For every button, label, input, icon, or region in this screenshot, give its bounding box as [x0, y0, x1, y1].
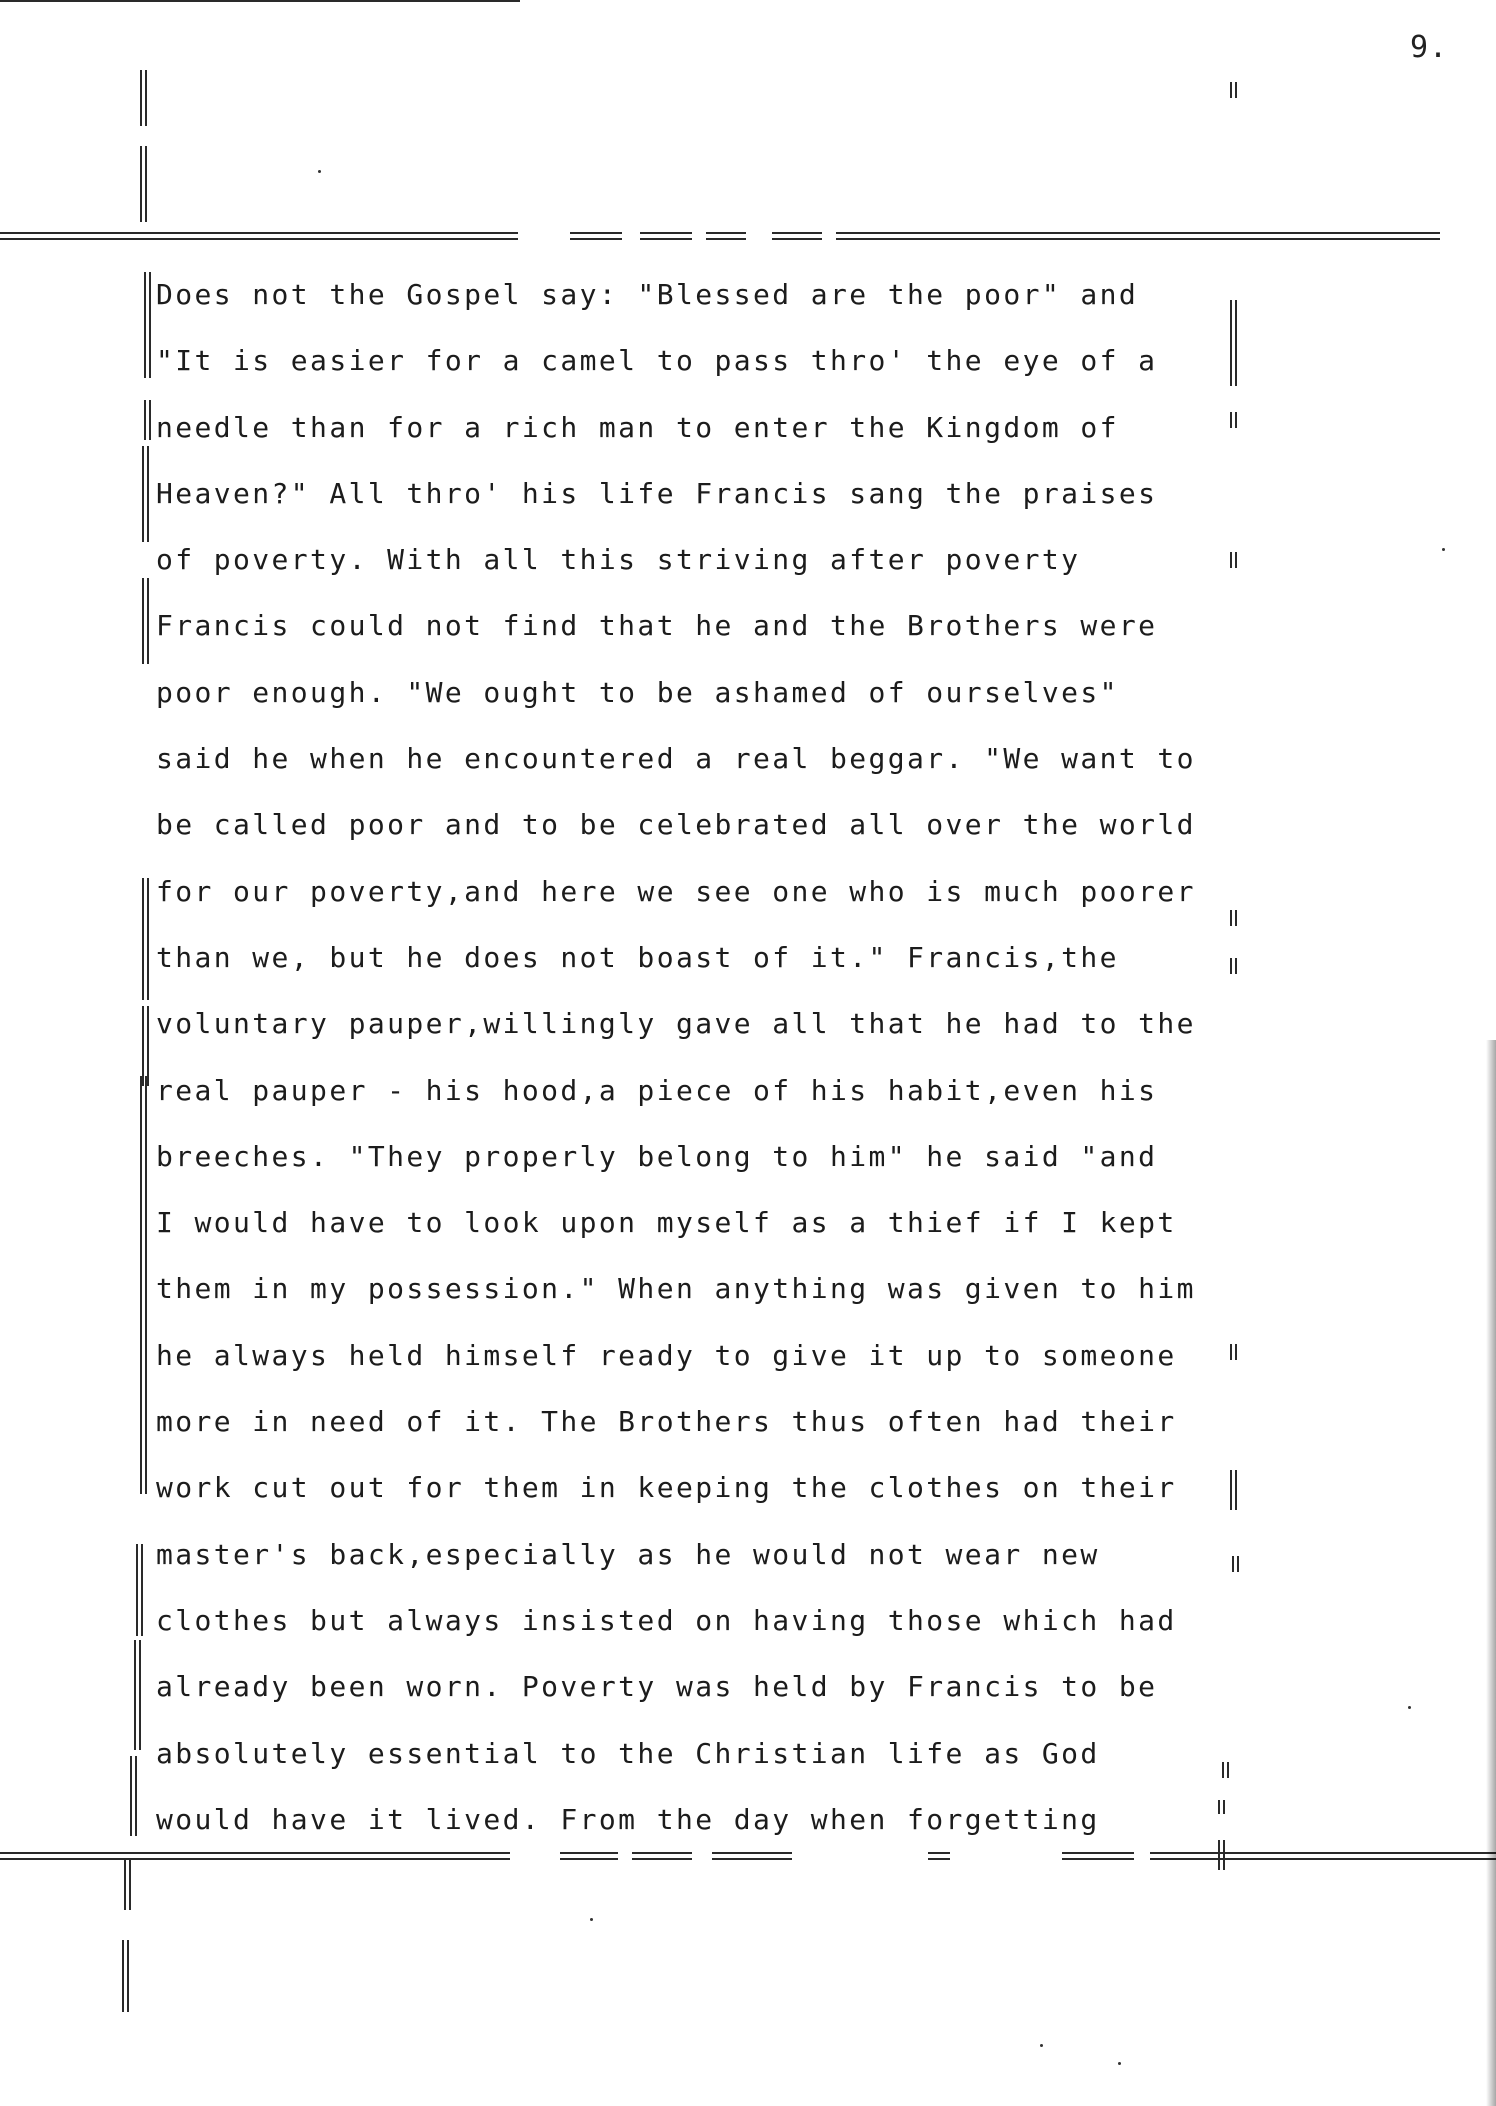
left-margin-bar-5: [142, 878, 144, 1000]
text-line: absolutely essential to the Christian life as God: [156, 1736, 1100, 1770]
text-line: "It is easier for a camel to pass thro' the eye of a: [156, 344, 1158, 378]
text-line: them in my possession." When anything was given to him: [156, 1272, 1196, 1306]
text-line: breeches. "They properly belong to him" he said "and: [156, 1139, 1158, 1173]
right-margin-bar-top: [1230, 82, 1232, 98]
top-rule-segment-4: [772, 232, 822, 234]
text-line: real pauper - his hood,a piece of his habit,even his: [156, 1073, 1158, 1107]
text-line: he always held himself ready to give it up to someone: [156, 1338, 1177, 1372]
top-rule-segment-3: [706, 232, 746, 234]
scan-speck: [1442, 548, 1445, 551]
text-line: for our poverty,and here we see one who is much poorer: [156, 874, 1196, 908]
left-margin-bar-1: [144, 272, 146, 378]
top-rule-right: [836, 232, 1440, 234]
top-edge-rule: [0, 0, 520, 2]
top-rule-segment-2: [640, 232, 692, 234]
left-margin-bar-10: [130, 1756, 132, 1836]
left-margin-bar-bottom: [124, 1860, 126, 1910]
scan-speck: [590, 1918, 593, 1921]
text-line: Heaven?" All thro' his life Francis sang the praises: [156, 476, 1158, 510]
text-line: already been worn. Poverty was held by Francis to be: [156, 1670, 1158, 1704]
text-line: needle than for a rich man to enter the Kingdom of: [156, 410, 1119, 444]
text-line: I would have to look upon myself as a thief if I kept: [156, 1206, 1177, 1240]
left-margin-bar-top-2: [140, 146, 142, 222]
text-line: more in need of it. The Brothers thus often had their: [156, 1405, 1177, 1439]
text-line: master's back,especially as he would not wear new: [156, 1537, 1100, 1571]
text-line: be called poor and to be celebrated all over the world: [156, 808, 1196, 842]
text-line: work cut out for them in keeping the clothes on their: [156, 1471, 1177, 1505]
text-line: Does not the Gospel say: "Blessed are the poor" and: [156, 278, 1139, 311]
text-line: said he when he encountered a real beggar. "We want to: [156, 742, 1196, 776]
page-number: 9.: [1410, 30, 1449, 65]
top-rule-left: [0, 232, 518, 234]
left-margin-bar-2: [144, 400, 146, 440]
left-margin-bar-8: [136, 1544, 138, 1636]
scan-speck: [1408, 1706, 1411, 1709]
text-line: would have it lived. From the day when forgetting: [156, 1802, 1100, 1836]
left-margin-bar-3: [142, 446, 144, 542]
left-margin-bar-4: [142, 578, 144, 664]
top-rule-segment-1: [570, 232, 622, 234]
text-line: of poverty. With all this striving after poverty: [156, 543, 1081, 577]
text-line: Francis could not find that he and the Brothers were: [156, 609, 1158, 643]
left-margin-bar-6: [142, 1006, 144, 1086]
left-margin-bar-top: [140, 70, 142, 126]
typed-paragraph: [156, 262, 1246, 1853]
text-line: clothes but always insisted on having those which had: [156, 1603, 1177, 1637]
left-margin-bar-9: [134, 1640, 136, 1750]
text-line: than we, but he does not boast of it." Francis,the: [156, 940, 1119, 974]
text-line: poor enough. "We ought to be ashamed of ourselves": [156, 675, 1119, 709]
scan-edge-shadow: [1486, 1040, 1496, 2106]
left-margin-bar-bottom-2: [122, 1940, 124, 2012]
left-margin-bar-7: [140, 1076, 142, 1494]
scan-speck: [1118, 2062, 1121, 2065]
scan-speck: [1040, 2044, 1043, 2047]
text-line: voluntary pauper,willingly gave all that he had to the: [156, 1007, 1196, 1041]
scan-speck: [318, 170, 321, 173]
